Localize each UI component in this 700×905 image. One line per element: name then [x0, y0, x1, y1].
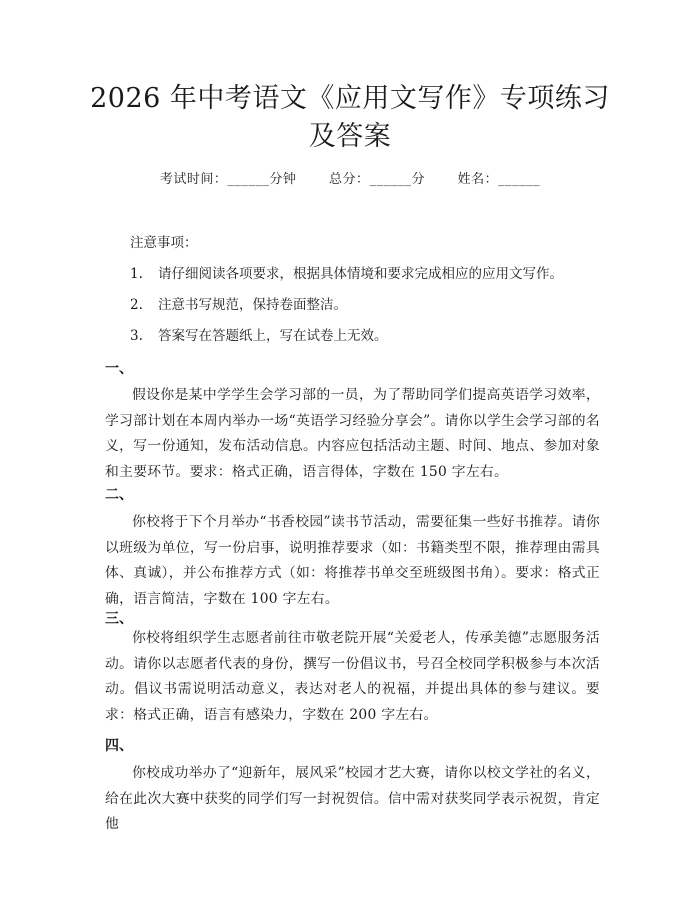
- section-heading-1: 一、: [105, 361, 133, 377]
- notice-item-text: 答案写在答题纸上，写在试卷上无效。: [158, 328, 388, 344]
- page-title: 2026 年中考语文《应用文写作》专项练习及答案: [90, 83, 610, 152]
- section-text-2: 你校将于下个月举办“书香校园”读书节活动，需要征集一些好书推荐。请你以班级为单位，写一份启事，说明推荐要求（如：书籍类型不限，推荐理由需具体、真诚），并公布推荐方式（如：将推荐书单交至班级图书角）。要求：格式正确，语言简洁，字数在 100 字左右。: [105, 514, 600, 607]
- notice-item: [130, 262, 563, 282]
- notice-item-number: 3.: [130, 328, 143, 344]
- student-name: 姓名：______: [457, 172, 541, 187]
- exam-time: 考试时间：______分钟: [159, 172, 297, 187]
- total-score: 总分：______分: [328, 172, 425, 187]
- notice-item-text: 注意书写规范，保持卷面整洁。: [158, 297, 347, 313]
- notice-item-text: 请仔细阅读各项要求，根据具体情境和要求完成相应的应用文写作。: [158, 266, 563, 282]
- exam-meta: [0, 168, 700, 187]
- section-heading-4: 四、: [105, 738, 133, 754]
- section-text-1: 假设你是某中学学生会学习部的一员，为了帮助同学们提高英语学习效率，学习部计划在本周内举办一场“英语学习经验分享会”。请你以学生会学习部的名义，写一份通知，发布活动信息。内容应包括活动主题、时间、地点、参加对象和主要环节。要求：格式正确，语言得体，字数在 150 字左右。: [105, 387, 600, 480]
- notice-item-number: 1.: [130, 266, 143, 282]
- section-text-3: 你校将组织学生志愿者前往市敬老院开展“关爱老人，传承美德”志愿服务活动。请你以志愿者代表的身份，撰写一份倡议书，号召全校同学积极参与本次活动。倡议书需说明活动意义，表达对老人的祝福，并提出具体的参与建议。要求：格式正确，语言有感染力，字数在 200 字左右。: [105, 630, 600, 723]
- notice-item: [130, 324, 388, 344]
- notice-item: [130, 293, 347, 313]
- section-text-4: 你校成功举办了“迎新年，展风采”校园才艺大赛，请你以校文学社的名义，给在此次大赛中获奖的同学们写一封祝贺信。信中需对获奖同学表示祝贺，肯定他: [105, 765, 600, 832]
- section-heading-3: 三、: [105, 611, 133, 627]
- section-heading-2: 二、: [105, 487, 133, 503]
- notice-item-number: 2.: [130, 297, 143, 313]
- notice-heading: 注意事项：: [130, 235, 198, 251]
